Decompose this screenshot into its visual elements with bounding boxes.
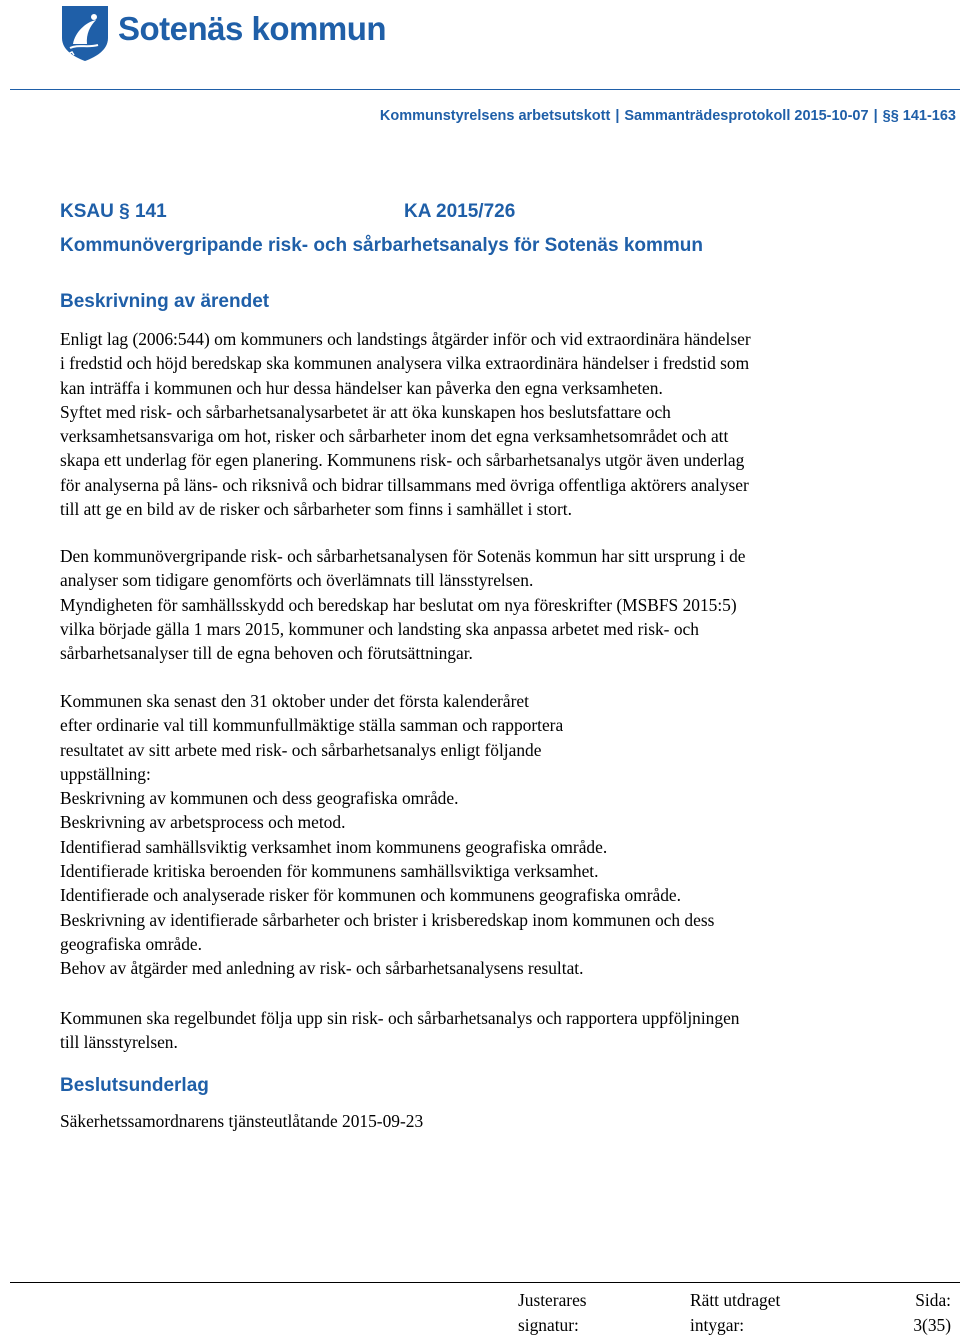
list-item: geografiska område. <box>60 933 202 954</box>
text-line: sårbarhetsanalyser till de egna behoven och förutsättningar. <box>60 643 473 664</box>
section-heading-basis: Beslutsunderlag <box>60 1075 209 1096</box>
list-item: Identifierad samhällsviktig verksamhet inom kommunens geografiska område. <box>60 836 608 857</box>
coat-of-arms-icon <box>60 4 110 62</box>
footer-label: signatur: <box>518 1315 579 1335</box>
header-divider <box>10 89 960 90</box>
text-line: Den kommunövergripande risk- och sårbarhetsanalysen för Sotenäs kommun har sitt ursprung i de <box>60 546 746 566</box>
text-line: efter ordinarie val till kommunfullmäktige ställa samman och rapportera <box>60 715 564 736</box>
paragraph-range: §§ 141-163 <box>882 108 956 124</box>
committee-name: Kommunstyrelsens arbetsutskott <box>379 108 611 124</box>
text-line: till länsstyrelsen. <box>60 1032 178 1053</box>
footer-label: intygar: <box>690 1315 745 1335</box>
list-item: Identifierade kritiska beroenden för kommunens samhällsviktiga verksamhet. <box>60 861 599 882</box>
text-line: Enligt lag (2006:544) om kommuners och landstings åtgärder inför och vid extraordinära händelser <box>60 329 751 349</box>
text-line: vilka började gälla 1 mars 2015, kommuner och landsting ska anpassa arbetet med risk- och <box>60 618 699 639</box>
page-number: 3(35) <box>913 1315 951 1335</box>
text-line: analyser som tidigare genomförts och överlämnats till länsstyrelsen. <box>60 570 534 591</box>
text-line: för analyserna på läns- och riksnivå och bidrar tillsammans med övriga offentliga aktörers analyser <box>60 474 749 495</box>
footer-attest <box>690 1288 780 1338</box>
text-line: Säkerhetssamordnarens tjänsteutlåtande 2015-09-23 <box>60 1111 424 1131</box>
footer-label: Rätt utdraget <box>690 1290 781 1310</box>
protocol-header: Kommunstyrelsens arbetsutskott | Sammanträdesprotokoll 2015-10-07 | §§ 141-163 <box>379 108 956 124</box>
protocol-date: Sammanträdesprotokoll 2015-10-07 <box>624 108 869 124</box>
text-line: till att ge en bild av de risker och sårbarheter som finns i samhället i stort. <box>60 499 572 520</box>
text-line: uppställning: <box>60 763 151 784</box>
list-item: Beskrivning av kommunen och dess geografiska område. <box>60 788 459 809</box>
ka-number: KA 2015/726 <box>404 201 516 222</box>
description-paragraph-4 <box>60 1006 955 1055</box>
list-item: Behov av åtgärder med anledning av risk- och sårbarhetsanalysens resultat. <box>60 958 584 979</box>
text-line: Kommunen ska senast den 31 oktober under det första kalenderåret <box>60 691 529 711</box>
text-line: verksamhetsansvariga om hot, risker och sårbarheter inom det egna verksamhetsområdet och att <box>60 426 729 447</box>
footer-label: Sida: <box>915 1290 951 1310</box>
text-line: resultatet av sitt arbete med risk- och sårbarhetsanalys enligt följande <box>60 739 542 760</box>
basis-item <box>60 1109 955 1133</box>
description-paragraph-3 <box>60 689 955 981</box>
section-heading-description: Beskrivning av ärendet <box>60 291 270 312</box>
case-reference-row <box>60 201 516 223</box>
footer-signature <box>518 1288 587 1338</box>
list-item: Beskrivning av arbetsprocess och metod. <box>60 812 346 833</box>
footer-label: Justerares <box>518 1290 587 1310</box>
text-line: skapa ett underlag för egen planering. Kommunens risk- och sårbarhetsanalys utgör även underlag <box>60 450 745 471</box>
text-line: Kommunen ska regelbundet följa upp sin risk- och sårbarhetsanalys och rapportera uppföljningen <box>60 1008 740 1028</box>
text-line: i fredstid och höjd beredskap ska kommunen analysera vilka extraordinära händelser i fredstid som <box>60 353 750 374</box>
sotenas-logo <box>60 4 386 62</box>
description-paragraph-2 <box>60 544 955 665</box>
list-item: Identifierade och analyserade risker för kommunen och kommunens geografiska område. <box>60 885 682 906</box>
org-name: Sotenäs kommun <box>118 10 387 47</box>
description-paragraph-1 <box>60 327 955 521</box>
footer-divider <box>10 1282 960 1283</box>
list-item: Beskrivning av identifierade sårbarheter och brister i krisberedskap inom kommunen och dess <box>60 909 715 930</box>
text-line: kan inträffa i kommunen och hur dessa händelser kan påverka den egna verksamheten. <box>60 377 663 398</box>
text-line: Syftet med risk- och sårbarhetsanalysarbetet är att öka kunskapen hos beslutsfattare och <box>60 401 671 422</box>
paragraph-ref: KSAU § 141 <box>60 201 167 222</box>
case-title: Kommunövergripande risk- och sårbarhetsanalys för Sotenäs kommun <box>60 235 704 256</box>
footer-page <box>913 1288 951 1338</box>
text-line: Myndigheten för samhällsskydd och beredskap har beslutat om nya föreskrifter (MSBFS 2015:5) <box>60 594 737 615</box>
